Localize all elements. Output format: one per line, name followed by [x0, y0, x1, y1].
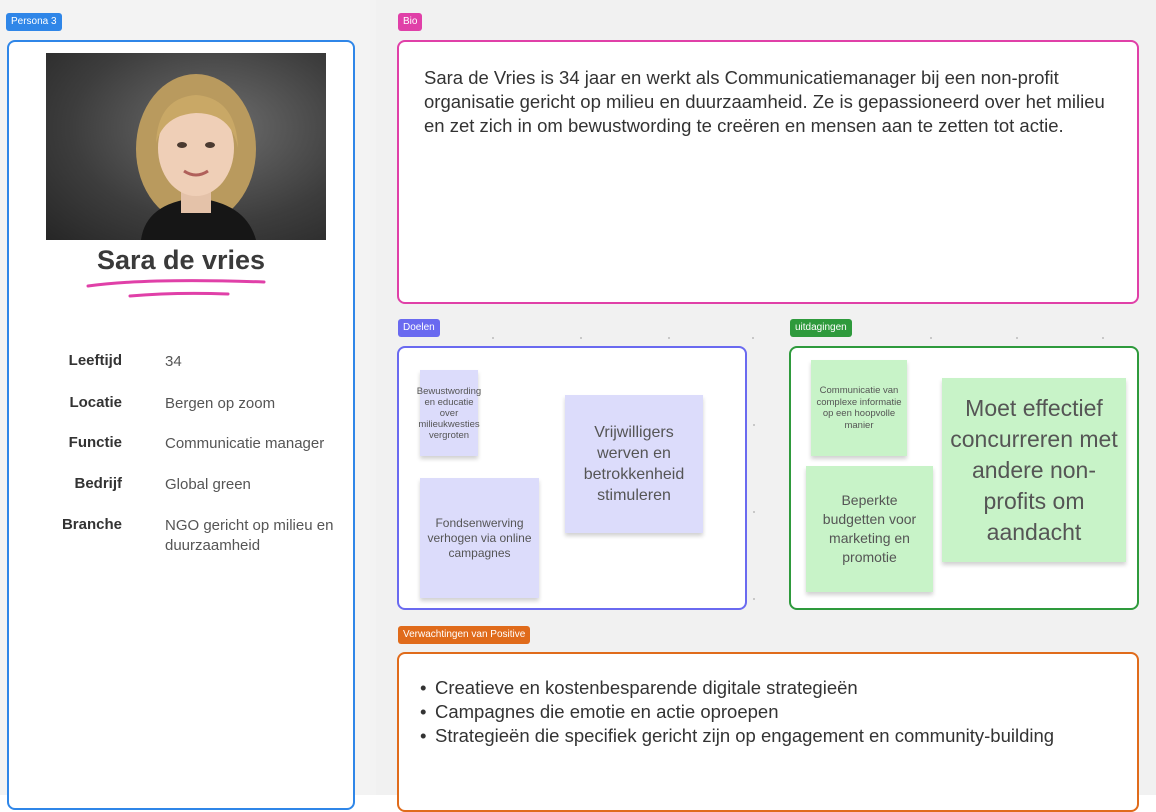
info-label: Branche — [61, 516, 122, 533]
grid-dot — [753, 424, 755, 426]
grid-dot — [1016, 337, 1018, 339]
sticky-note-text: Fondsenwerving verhogen via online campagnes — [427, 515, 532, 560]
verwachtingen-list[interactable] — [420, 676, 1120, 748]
name-underline-scribble[interactable] — [86, 276, 266, 300]
grid-dot — [753, 511, 755, 513]
grid-dot — [1102, 337, 1104, 339]
info-value[interactable]: Bergen op zoom — [165, 395, 276, 412]
sticky-note[interactable] — [806, 466, 933, 592]
grid-dot — [930, 337, 932, 339]
info-label: Bedrijf — [74, 475, 122, 492]
grid-dot — [492, 337, 494, 339]
info-label: Functie — [68, 434, 122, 451]
sticky-note-text: Vrijwilligers werven en betrokkenheid stimuleren — [583, 424, 685, 504]
grid-dot — [752, 337, 754, 339]
info-label: Leeftijd — [68, 352, 122, 369]
grid-dot — [580, 337, 582, 339]
info-value[interactable]: Global green — [165, 476, 251, 493]
bio-frame-tag[interactable]: Bio — [398, 13, 422, 31]
sticky-note[interactable] — [416, 370, 482, 456]
sticky-note[interactable] — [942, 378, 1126, 562]
info-value[interactable]: NGO gericht op milieu en duurzaamheid — [165, 517, 334, 554]
info-value[interactable]: Communicatie manager — [165, 435, 325, 452]
sticky-note-text: Beperkte budgetten voor marketing en promotie — [822, 492, 917, 565]
sticky-note[interactable] — [811, 360, 907, 456]
grid-dot — [668, 337, 670, 339]
sticky-note-text: Communicatie van complexe informatie op een hoopvolle manier — [816, 385, 902, 431]
persona-photo[interactable] — [46, 53, 326, 240]
persona-frame-tag[interactable]: Persona 3 — [6, 13, 62, 31]
sticky-note-text: Moet effectief concurreren met andere non-profits om aandacht — [950, 394, 1118, 545]
persona-name[interactable]: Sara de vries — [96, 245, 266, 275]
doelen-frame-tag[interactable]: Doelen — [398, 319, 440, 337]
info-value[interactable]: 34 — [165, 353, 182, 370]
bio-text[interactable]: Sara de Vries is 34 jaar en werkt als Communicatiemanager bij een non-profit organisatie gericht op milieu en duurzaamheid. Ze is gepassioneerd over het milieu en zet zich in om bewustwording te creëren en mensen aan te zetten tot actie. — [424, 67, 1105, 136]
list-item: • Strategieën die specifiek gericht zijn op engagement en community-building — [420, 724, 1120, 748]
grid-dot — [753, 598, 755, 600]
sticky-note[interactable] — [565, 395, 703, 533]
uitdagingen-frame-tag[interactable]: uitdagingen — [790, 319, 852, 337]
list-item: • Campagnes die emotie en actie oproepen — [420, 700, 1120, 724]
list-item: • Creatieve en kostenbesparende digitale strategieën — [420, 676, 1120, 700]
info-label: Locatie — [69, 394, 122, 411]
sticky-note-text: Bewustwording en educatie over milieukwesties vergroten — [416, 385, 482, 441]
verwachtingen-frame-tag[interactable]: Verwachtingen van Positive — [398, 626, 530, 644]
persona-photo-illustration — [46, 53, 326, 240]
sticky-note[interactable] — [420, 478, 539, 598]
